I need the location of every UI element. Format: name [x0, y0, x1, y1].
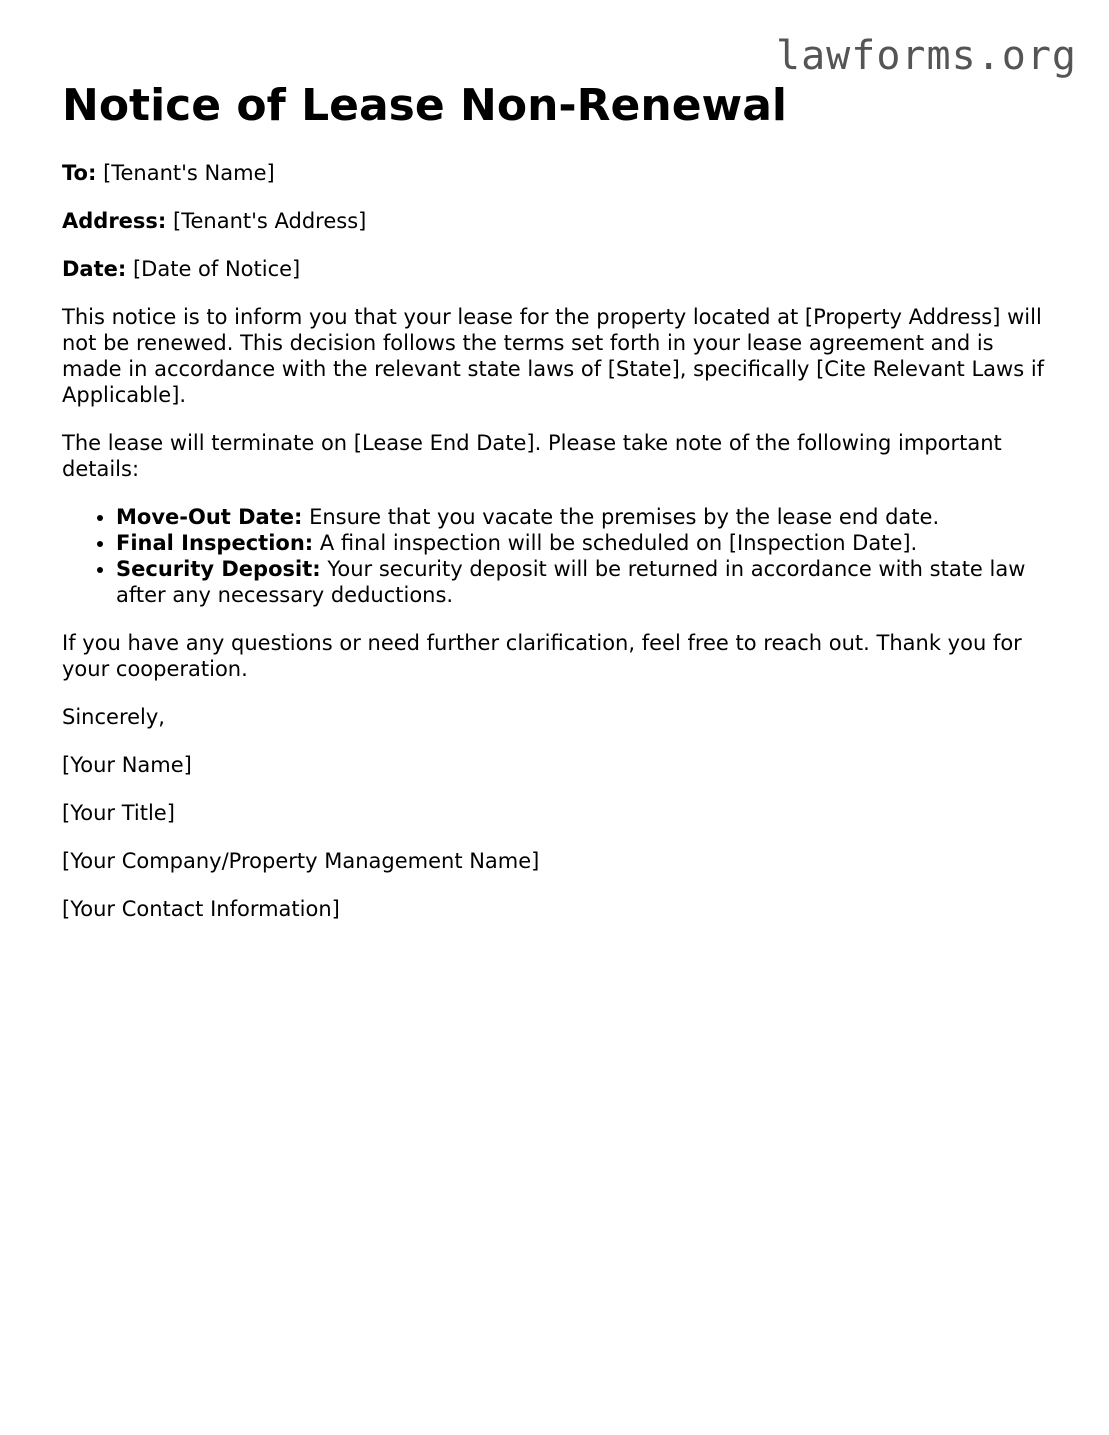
signer-contact: [Your Contact Information] — [62, 897, 340, 921]
intro-paragraph: This notice is to inform you that your lease for the property located at [Property Address] will not be renewed. This decision follows the terms set forth in your lease agreement and is made in accordance with the relevant state laws of [State], specifically [Cite Relevant Laws if Applicable]. — [62, 305, 1045, 407]
document-page — [62, 80, 1052, 944]
date-value: [Date of Notice] — [132, 257, 301, 281]
date-label: Date: — [62, 257, 127, 281]
move-out-text: Ensure that you vacate the premises by the lease end date. — [309, 505, 940, 529]
list-item-security-deposit — [116, 556, 1052, 608]
to-field — [62, 160, 1052, 186]
closing-paragraph: If you have any questions or need further clarification, feel free to reach out. Thank you for your cooperation. — [62, 631, 1022, 681]
address-field — [62, 208, 1052, 234]
final-inspection-label: Final Inspection: — [116, 531, 314, 555]
termination-paragraph: The lease will terminate on [Lease End Date]. Please take note of the following important details: — [62, 431, 1002, 481]
watermark-logo: lawforms.org — [776, 33, 1077, 79]
address-value: [Tenant's Address] — [173, 209, 367, 233]
signer-name: [Your Name] — [62, 753, 192, 777]
security-deposit-text: Your security deposit will be returned in accordance with state law after any necessary deductions. — [116, 557, 1026, 607]
signer-company: [Your Company/Property Management Name] — [62, 849, 540, 873]
list-item-final-inspection — [116, 530, 1052, 556]
date-field — [62, 256, 1052, 282]
document-title: Notice of Lease Non-Renewal — [62, 80, 787, 131]
signer-title: [Your Title] — [62, 801, 175, 825]
list-item-move-out — [116, 504, 1052, 530]
security-deposit-label: Security Deposit: — [116, 557, 321, 581]
to-label: To: — [62, 161, 97, 185]
final-inspection-text: A final inspection will be scheduled on [Inspection Date]. — [319, 531, 918, 555]
move-out-label: Move-Out Date: — [116, 505, 303, 529]
details-list — [62, 504, 1052, 608]
to-value: [Tenant's Name] — [103, 161, 275, 185]
salutation: Sincerely, — [62, 705, 165, 729]
address-label: Address: — [62, 209, 167, 233]
